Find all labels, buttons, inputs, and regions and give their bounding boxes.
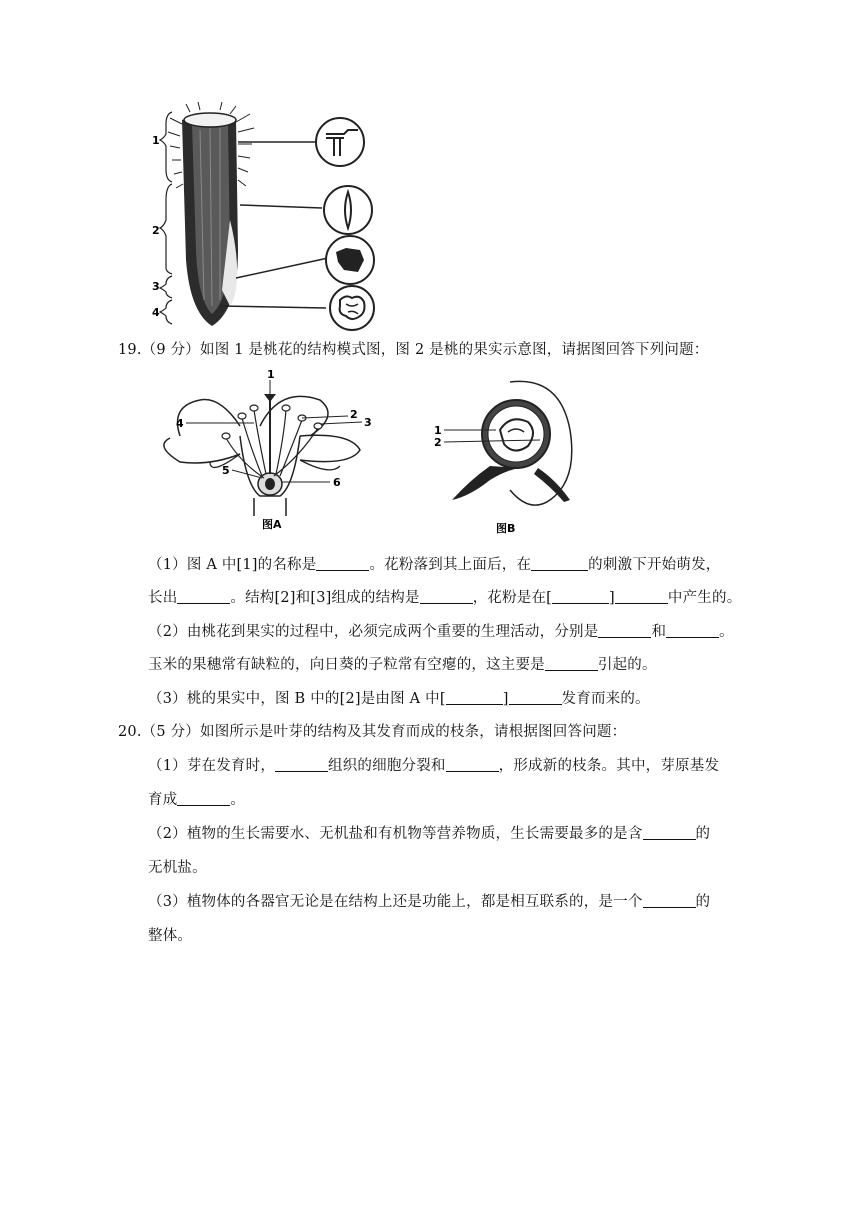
q20-header: 20.（5 分）如图所示是叶芽的结构及其发育而成的枝条，请根据图回答问题：: [118, 724, 627, 740]
text-segment: 玉米的果穗常有缺粒的，向日葵的子粒常有空瘪的，这主要是: [148, 657, 545, 673]
q20-line-3: [148, 822, 710, 843]
q19-line-3: [148, 620, 734, 641]
fig-b-label-2: 2: [434, 436, 442, 449]
answer-blank: [446, 690, 503, 705]
answer-blank: [552, 589, 609, 604]
fig-a-label-1: 1: [267, 368, 275, 381]
answer-blank: [643, 825, 696, 840]
q19-line-4: [148, 653, 657, 674]
root-label-2: 2: [152, 224, 160, 237]
fig-a-label-5: 5: [222, 464, 230, 477]
root-label-3: 3: [152, 280, 160, 293]
answer-blank: [666, 623, 719, 638]
text-segment: ，形成新的枝条。其中，芽原基发: [498, 758, 720, 774]
text-segment: 的刺激下开始萌发，: [588, 557, 721, 573]
text-segment: ，花粉是在[: [472, 590, 553, 606]
text-segment: （2）由桃花到果实的过程中，必须完成两个重要的生理活动，分别是: [148, 624, 599, 640]
q19-line-5: [148, 687, 650, 708]
q20-line-5: [148, 890, 710, 911]
text-segment: 组织的细胞分裂和: [328, 758, 446, 774]
text-segment: （3）桃的果实中，图 B 中的[2]是由图 A 中[: [148, 691, 446, 707]
text-segment: 。结构[2]和[3]组成的结构是: [230, 590, 420, 606]
answer-blank: [643, 893, 696, 908]
answer-blank: [615, 589, 668, 604]
answer-blank: [420, 589, 473, 604]
root-label-4: 4: [152, 306, 160, 319]
fig-a-caption: 图A: [262, 518, 282, 531]
answer-blank: [316, 556, 369, 571]
answer-blank: [177, 589, 230, 604]
fig-b-label-1: 1: [434, 424, 442, 437]
q20-line-2: [148, 788, 245, 809]
figure-a-peach-flower: [150, 366, 390, 536]
text-segment: 无机盐。: [148, 860, 207, 876]
text-segment: 发育而来的。: [561, 691, 650, 707]
text-segment: ]: [502, 691, 509, 707]
text-segment: 。花粉落到其上面后，在: [369, 557, 532, 573]
answer-blank: [598, 623, 651, 638]
fig-a-label-3: 3: [364, 416, 372, 429]
root-tip-figure: [150, 100, 390, 332]
figure-b-peach-fruit: [430, 370, 600, 540]
q20-line-6: [148, 924, 192, 945]
text-segment: 整体。: [148, 928, 193, 944]
q20-line-4: [148, 856, 207, 877]
text-segment: 。: [719, 624, 734, 640]
text-segment: 育成: [148, 792, 178, 808]
text-segment: （2）植物的生长需要水、无机盐和有机物等营养物质，生长需要最多的是含: [148, 826, 643, 842]
answer-blank: [545, 656, 598, 671]
answer-blank: [531, 556, 588, 571]
q19-line-2: [148, 586, 741, 607]
text-segment: （1）图 A 中[1]的名称是: [148, 557, 317, 573]
text-segment: 的: [695, 826, 711, 842]
fig-a-label-2: 2: [350, 408, 358, 421]
q19-line-1: [148, 553, 720, 574]
answer-blank: [509, 690, 562, 705]
fig-b-caption: 图B: [496, 522, 516, 535]
text-segment: （3）植物体的各器官无论是在结构上还是功能上，都是相互联系的，是一个: [148, 894, 643, 910]
answer-blank: [177, 791, 230, 806]
q19-header: 19.（9 分）如图 1 是桃花的结构模式图，图 2 是桃的果实示意图，请据图回答下列问题：: [118, 342, 709, 358]
fig-a-label-6: 6: [333, 476, 341, 489]
answer-blank: [446, 757, 499, 772]
text-segment: 中产生的。: [667, 590, 742, 606]
root-label-1: 1: [152, 134, 160, 147]
fig-a-label-4: 4: [176, 417, 184, 430]
text-segment: 的: [695, 894, 711, 910]
q20-line-1: [148, 754, 719, 775]
text-segment: （1）芽在发育时，: [148, 758, 276, 774]
text-segment: 长出: [148, 590, 178, 606]
text-segment: 和: [651, 624, 667, 640]
text-segment: 。: [230, 792, 246, 808]
text-segment: 引起的。: [597, 657, 657, 673]
text-segment: ]: [609, 590, 615, 606]
answer-blank: [275, 757, 328, 772]
